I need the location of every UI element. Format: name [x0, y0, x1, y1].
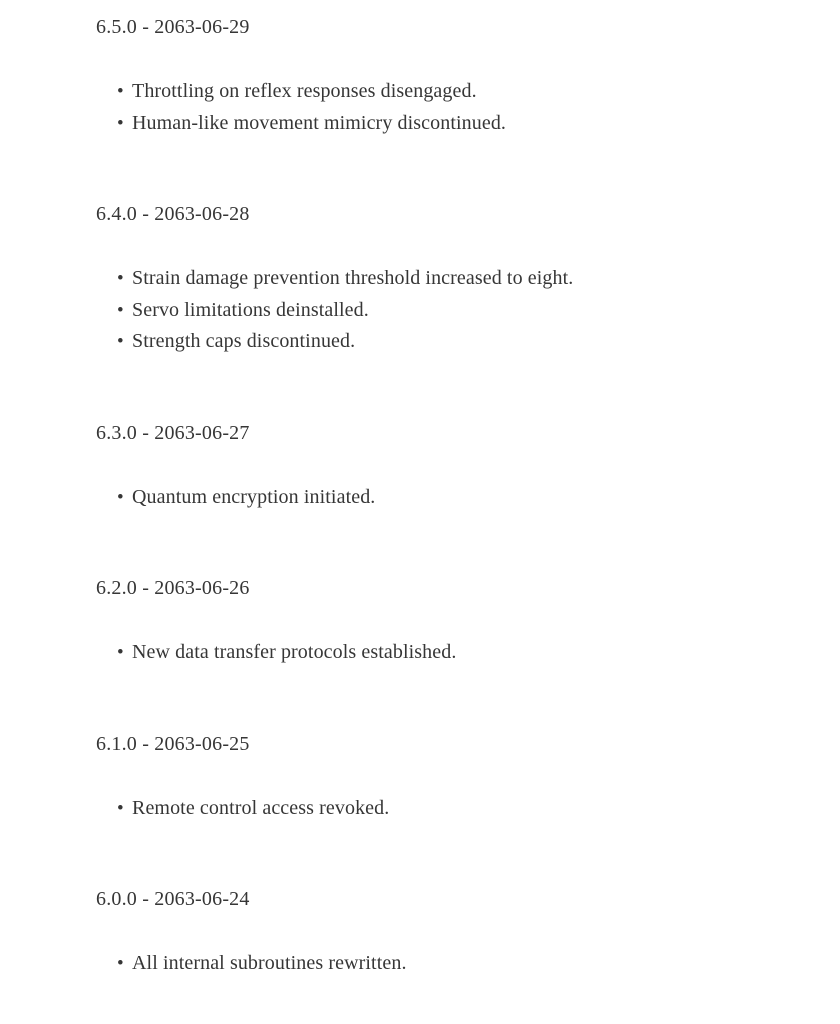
bullet-icon: •: [117, 642, 124, 663]
changelog-item: [117, 295, 800, 327]
bullet-icon: •: [117, 299, 124, 321]
changelog-item: [117, 263, 800, 295]
changelog-section: [96, 575, 800, 669]
changelog-item-text: Strength caps discontinued.: [132, 330, 356, 352]
changelog-item-text: New data transfer protocols established.: [132, 641, 457, 663]
changelog-item-list: [96, 263, 800, 358]
bullet-icon: •: [117, 486, 124, 508]
changelog-item: [117, 637, 800, 669]
changelog-item-list: [96, 482, 800, 514]
changelog-section: [96, 886, 800, 980]
changelog: [96, 14, 800, 980]
changelog-item-list: [96, 948, 800, 980]
changelog-item: [117, 948, 800, 980]
changelog-item-text: All internal subroutines rewritten.: [132, 952, 407, 974]
changelog-item: [117, 793, 800, 825]
changelog-item: [117, 326, 800, 358]
changelog-item-text: Human-like movement mimicry discontinued.: [132, 111, 507, 134]
changelog-section: [96, 201, 800, 358]
changelog-item-text: Strain damage prevention threshold increased to eight.: [132, 267, 574, 289]
version-heading: 6.0.0 - 2063-06-24: [96, 888, 250, 910]
changelog-section: [96, 731, 800, 825]
changelog-item-text: Remote control access revoked.: [132, 796, 390, 819]
changelog-item-list: [96, 76, 800, 139]
bullet-icon: •: [117, 797, 124, 819]
changelog-section: [96, 420, 800, 514]
changelog-item-list: [96, 637, 800, 669]
bullet-icon: •: [117, 112, 124, 134]
changelog-item: [117, 108, 800, 140]
bullet-icon: •: [117, 953, 124, 974]
changelog-section: [96, 14, 800, 139]
version-heading: 6.5.0 - 2063-06-29: [96, 16, 250, 38]
version-heading: 6.4.0 - 2063-06-28: [96, 203, 250, 225]
changelog-item-text: Servo limitations deinstalled.: [132, 298, 369, 321]
changelog-item: [117, 482, 800, 514]
version-heading: 6.2.0 - 2063-06-26: [96, 577, 250, 599]
bullet-icon: •: [117, 81, 124, 102]
version-heading: 6.3.0 - 2063-06-27: [96, 421, 250, 444]
changelog-item: [117, 76, 800, 108]
changelog-item-text: Throttling on reflex responses disengaged.: [132, 80, 477, 102]
bullet-icon: •: [117, 268, 124, 289]
changelog-item-text: Quantum encryption initiated.: [132, 485, 376, 508]
version-heading: 6.1.0 - 2063-06-25: [96, 732, 250, 755]
bullet-icon: •: [117, 331, 124, 352]
changelog-item-list: [96, 793, 800, 825]
